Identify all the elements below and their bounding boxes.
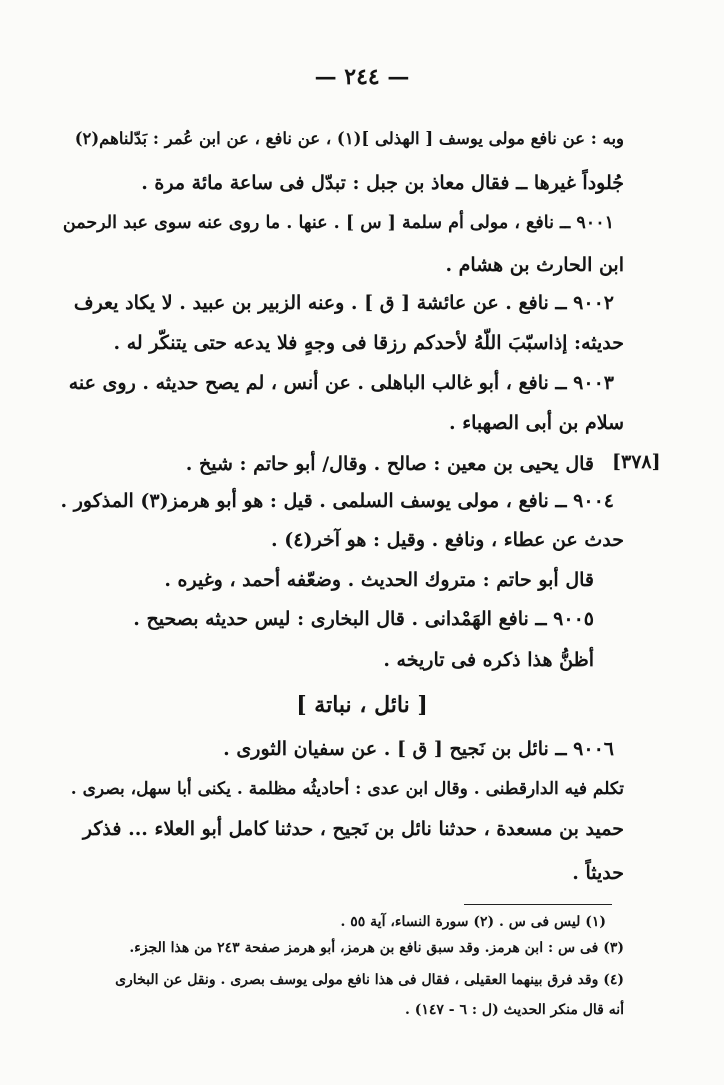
body-line-14: أظنُّ هذا ذكره فى تاريخه .	[383, 649, 594, 671]
body-line-11: حدث عن عطاء ، ونافع . وقيل : هو آخر(٤) .	[271, 529, 624, 551]
body-line-1: وبه : عن نافع مولى يوسف [ الهذلى ](١) ، عن نافع ، عن ابن عُمر : بَدّلناهم(٢)	[74, 129, 624, 148]
section-line-4: حديثاً .	[572, 862, 624, 884]
body-line-9: قال يحيى بن معين : صالح . وقال/ أبو حاتم : شيخ .	[185, 453, 594, 475]
body-line-2: جُلوداً غيرها ــ فقال معاذ بن جبل : تبدّل فى ساعة مائة مرة .	[141, 172, 624, 194]
footnote-divider	[464, 904, 612, 905]
body-line-3: ٩٠٠١ ــ نافع ، مولى أم سلمة [ س ] . عنها . ما روى عنه سوى عبد الرحمن	[62, 213, 614, 233]
body-line-10: ٩٠٠٤ ــ نافع ، مولى يوسف السلمى . قيل : هو أبو هرمز(٣) المذكور .	[60, 490, 614, 512]
body-line-4: ابن الحارث بن هشام .	[445, 254, 624, 276]
body-line-13: ٩٠٠٥ ــ نافع الهَمْدانى . قال البخارى : ليس حديثه بصحيح .	[133, 608, 594, 630]
margin-reference: [٣٧٨]	[612, 451, 661, 473]
section-line-1: ٩٠٠٦ ــ نائل بن نَجيح [ ق ] . عن سفيان الثورى .	[223, 738, 614, 760]
footnote-line-1: (١) ليس فى س . (٢) سورة النساء، آية ٥٥ .	[340, 914, 606, 930]
body-line-5: ٩٠٠٢ ــ نافع . عن عائشة [ ق ] . وعنه الزبير بن عبيد . لا يكاد يعرف	[73, 292, 614, 314]
footnote-line-3: (٤) وقد فرق بينهما العقيلى ، فقال فى هذا نافع مولى يوسف بصرى . ونقل عن البخارى	[115, 972, 624, 988]
body-line-7: ٩٠٠٣ ــ نافع ، أبو غالب الباهلى . عن أنس ، لم يصح حديثه . روى عنه	[68, 372, 614, 394]
section-line-3: حميد بن مسعدة ، حدثنا نائل بن نَجيح ، حدثنا كامل أبو العلاء ... فذكر	[82, 818, 624, 840]
section-line-2: تكلم فيه الدارقطنى . وقال ابن عدى : أحاديثُه مظلمة . يكنى أبا سهل، بصرى .	[70, 779, 624, 799]
body-line-8: سلام بن أبى الصهباء .	[448, 412, 624, 434]
footnote-line-2: (٣) فى س : ابن هرمز. وقد سبق نافع بن هرمز، أبو هرمز صفحة ٢٤٣ من هذا الجزء.	[129, 940, 624, 956]
page-number: — ٢٤٤ —	[314, 64, 410, 90]
section-heading: [ نائل ، نباتة ]	[296, 692, 428, 718]
body-line-12: قال أبو حاتم : متروك الحديث . وضعّفه أحمد ، وغيره .	[164, 569, 594, 591]
footnote-line-4: أنه قال منكر الحديث (ل : ٦ - ١٤٧) .	[404, 1002, 624, 1018]
body-line-6: حديثه: إذاسبّبَ اللّهُ لأحدكم رزقا فى وجهٍ فلا يدعه حتى يتنكّر له .	[113, 332, 624, 354]
